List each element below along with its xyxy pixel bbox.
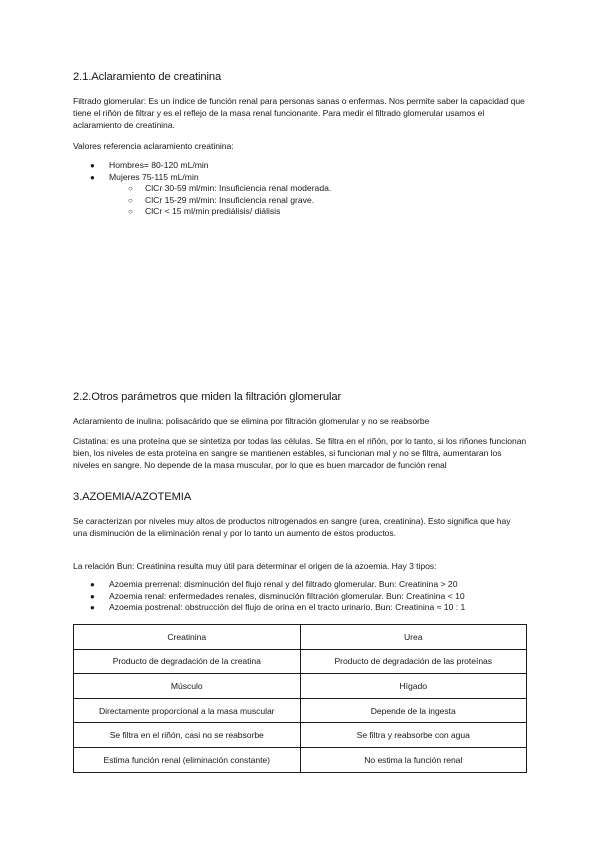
table-row (74, 723, 527, 748)
circle-bullet-icon: ○ (128, 195, 133, 205)
table-cell: Directamente proporcional a la masa muscular (74, 698, 301, 723)
section-3-paragraph-1: Se caracterizan por niveles muy altos de productos nitrogenados en sangre (urea, creatinina). Esto significa que hay una disminución de la eliminación renal y por lo tanto un aumento de estos productos. (73, 516, 511, 539)
table-cell: Producto de degradación de las proteínas (300, 649, 527, 674)
bullet-icon: ● (90, 603, 95, 613)
section-2-1-paragraph-1: Filtrado glomerular: Es un índice de función renal para personas sanas o enfermas. Nos permite saber la capacidad que tiene el riñón de filtrar y es el reflejo de la masa renal funcionante. Para medir el filtrado glomerular usamos el aclaramiento de creatinina. (73, 96, 525, 131)
table-header-cell: Urea (300, 625, 527, 650)
section-2-2-paragraph-1: Aclaramiento de inulina: polisacárido que se elimina por filtración glomerular y no se reabsorbe (73, 416, 430, 426)
section-2-2-paragraph-2: Cistatina: es una proteína que se sintetiza por todas las células. Se filtra en el riñón, por lo tanto, si los riñones funcionan bien, los niveles de esta proteína en sangre se mantienen estables, si funcionan mal y no se filtra, aumentaran los niveles en sangre. No depende de la masa muscular, por lo que es buen marcador de función renal (73, 436, 527, 471)
table-row (74, 698, 527, 723)
bullet-icon: ● (90, 172, 95, 182)
table-cell: Músculo (74, 674, 301, 699)
table-row (74, 649, 527, 674)
bullet-icon: ● (90, 591, 95, 601)
bullet-icon: ● (90, 580, 95, 589)
list-item: ● Mujeres 75-115 mL/min (90, 171, 199, 182)
table-header-row (74, 625, 527, 650)
bullet-icon: ● (90, 161, 95, 170)
table-cell: Se filtra en el riñón, casi no se reabsorbe (74, 723, 301, 748)
table-cell: Depende de la ingesta (300, 698, 527, 723)
table-header-cell: Creatinina (74, 625, 301, 650)
list-item: ○ ClCr < 15 ml/min prediálisis/ diálisis (128, 206, 281, 217)
table-cell: Producto de degradación de la creatina (74, 649, 301, 674)
section-3-paragraph-2: La relación Bun: Creatinina resulta muy útil para determinar el origen de la azoemia. Hay 3 tipos: (73, 561, 437, 571)
table-cell: Se filtra y reabsorbe con agua (300, 723, 527, 748)
list-item: ● Hombres= 80-120 mL/min (90, 160, 209, 170)
section-2-1-title: 2.1.Aclaramiento de creatinina (73, 71, 222, 83)
circle-bullet-icon: ○ (128, 207, 133, 217)
table-cell: Estima función renal (eliminación constante) (74, 747, 301, 772)
section-2-1-paragraph-2: Valores referencia aclaramiento creatinina: (73, 141, 234, 151)
list-item: ● Azoemia prerrenal: disminución del flujo renal y del filtrado glomerular. Bun: Creatinina > 20 (90, 579, 458, 589)
reference-values-list (73, 160, 527, 218)
section-3-title: 3.AZOEMIA/AZOTEMIA (73, 491, 192, 503)
table-row (74, 674, 527, 699)
list-item: ○ ClCr 30-59 ml/min: Insuficiencia renal moderada. (128, 183, 332, 194)
azoemia-types-list (73, 579, 527, 614)
creatinina-urea-table (73, 624, 527, 773)
list-item: ○ ClCr 15-29 ml/min: Insuficiencia renal grave. (128, 194, 315, 205)
list-item: ● Azoemia postrenal: obstrucción del flujo de orina en el tracto urinario. Bun: Creatinina ≈ 10 : 1 (90, 602, 466, 613)
list-item: ● Azoemia renal: enfermedades renales, disminución filtración glomerular. Bun: Creatinina < 10 (90, 590, 465, 601)
table-cell: Hígado (300, 674, 527, 699)
table-row (74, 747, 527, 772)
table-cell: No estima la función renal (300, 747, 527, 772)
section-2-2-title: 2.2.Otros parámetros que miden la filtración glomerular (73, 391, 342, 403)
circle-bullet-icon: ○ (128, 184, 133, 194)
